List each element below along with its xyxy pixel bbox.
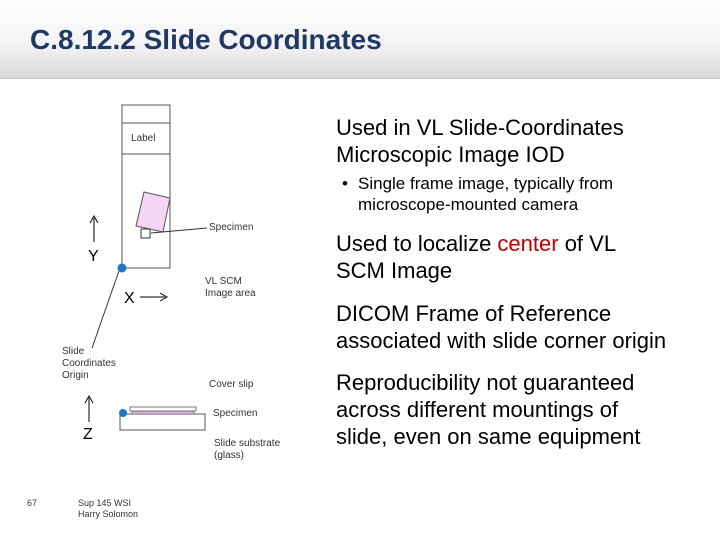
slide-title: C.8.12.2 Slide Coordinates [30, 24, 382, 55]
sub-bullet-dot: • [342, 174, 348, 193]
bullet-1-line1: Used in VL Slide-Coordinates [336, 115, 624, 140]
bullet-3-line1: DICOM Frame of Reference [336, 301, 612, 326]
specimen-layer [132, 411, 194, 414]
origin-label-line3: Origin [62, 370, 89, 381]
bullet-4-line2: across different mountings of [336, 397, 619, 422]
bullet-1-line2: Microscopic Image IOD [336, 142, 565, 167]
bullet-3-line2: associated with slide corner origin [336, 328, 667, 353]
origin-label-line2: Coordinates [62, 358, 116, 369]
substrate-label-line1: Slide substrate [214, 438, 281, 449]
cover-slip-shape [130, 407, 196, 411]
slide-substrate [120, 414, 205, 430]
vl-scm-label-line2: Image area [205, 288, 256, 299]
bullet-2-pre: Used to localize [336, 231, 498, 256]
origin-dot [118, 264, 127, 273]
page-number: 67 [27, 498, 38, 508]
sub-bullet-line1: Single frame image, typically from [358, 174, 614, 193]
bullet-4-line1: Reproducibility not guaranteed [336, 370, 635, 395]
side-origin-dot [119, 409, 127, 417]
bullet-2-line1 [336, 230, 616, 257]
bullet-2-post: of VL [558, 231, 617, 256]
footer-line1: Sup 145 WSI [78, 498, 132, 508]
bullet-4-line3: slide, even on same equipment [336, 424, 641, 449]
specimen-label: Specimen [209, 222, 254, 233]
sub-bullet-line2: microscope-mounted camera [358, 195, 579, 214]
substrate-label-line2: (glass) [214, 450, 245, 461]
footer-line2: Harry Solomon [78, 509, 139, 519]
bullet-2-line2: SCM Image [336, 258, 453, 283]
x-axis-label: X [124, 290, 135, 307]
cover-slip-label: Cover slip [209, 379, 254, 390]
vl-scm-label-line1: VL SCM [205, 276, 242, 287]
origin-label-line1: Slide [62, 346, 85, 357]
z-axis-label: Z [83, 426, 93, 443]
origin-leader-line [92, 268, 120, 348]
vl-scm-image-area [141, 229, 150, 238]
label-box-text: Label [131, 133, 156, 144]
y-axis-label: Y [88, 248, 99, 265]
side-specimen-label: Specimen [213, 408, 258, 419]
bullet-2-highlight: center [497, 231, 559, 256]
